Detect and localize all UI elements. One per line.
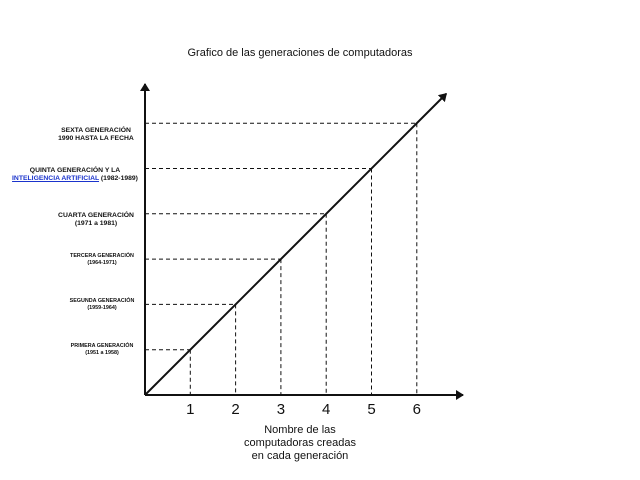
y-label-cuarta: CUARTA GENERACIÓN (1971 a 1981)	[58, 212, 134, 228]
y-label-sexta: SEXTA GENERACIÓN 1990 HASTA LA FECHA	[58, 127, 134, 143]
x-tick-label-6: 6	[412, 401, 421, 418]
inteligencia-artificial-link[interactable]: INTELIGENCIA ARTIFICIAL	[12, 175, 100, 183]
y-label-segunda: SEGUNDA GENERACIÓN (1959-1964)	[69, 298, 135, 311]
y-label-tercera: TERCERA GENERACIÓN (1964-1971)	[70, 253, 134, 266]
x-axis-title: Nombre de las computadoras creadas en cada generación	[244, 424, 356, 463]
series-layer	[145, 94, 446, 395]
x-tick-label-3: 3	[276, 401, 286, 418]
y-label-quinta: QUINTA GENERACIÓN Y LA INTELIGENCIA ARTIFICIAL (1982-1989)	[12, 167, 138, 183]
series-line	[145, 94, 446, 395]
x-tick-labels	[186, 401, 421, 418]
x-tick-label-4: 4	[322, 401, 331, 418]
x-tick-label-2: 2	[231, 401, 240, 418]
y-label-primera: PRIMERA GENERACIÓN (1951 a 1958)	[70, 343, 134, 356]
chart-title: Grafico de las generaciones de computadoras	[187, 47, 413, 59]
x-tick-label-5: 5	[367, 401, 376, 418]
x-tick-label-1: 1	[186, 401, 195, 418]
